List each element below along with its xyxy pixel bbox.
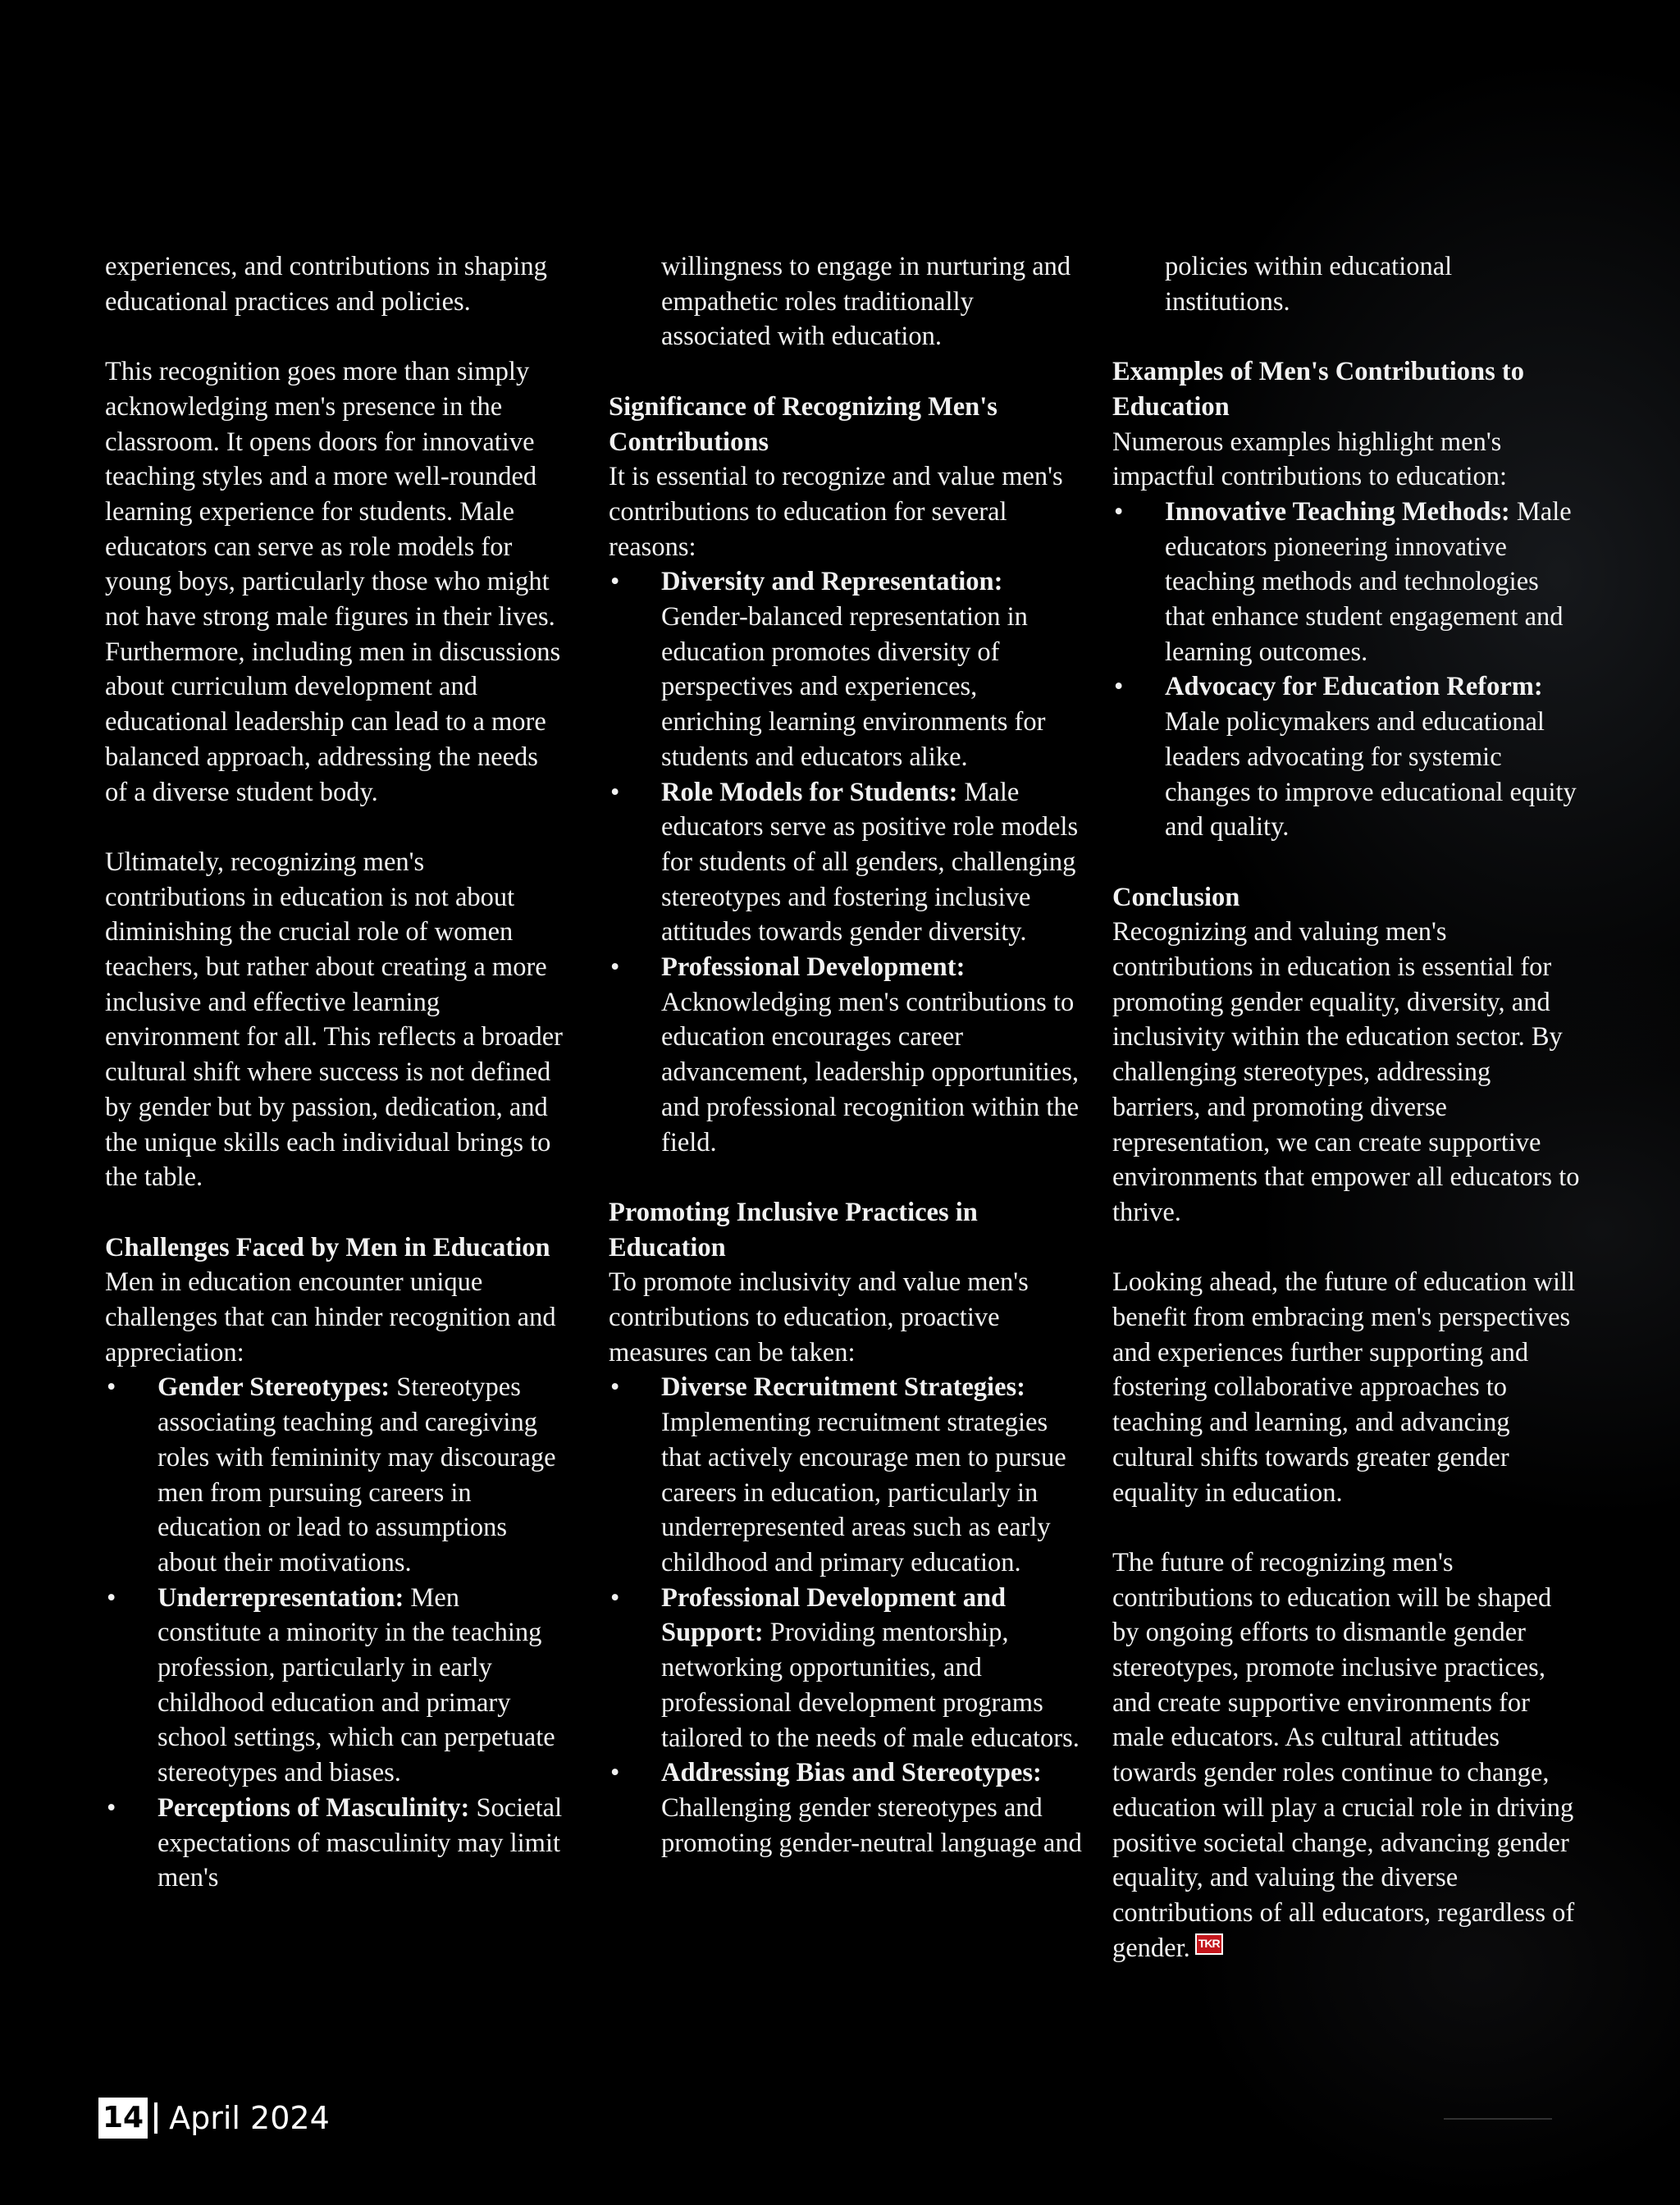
list-item	[609, 1370, 1084, 1580]
page-number: 14	[98, 2098, 148, 2139]
list-item	[105, 1581, 564, 1791]
list-item-term: Perceptions of Masculinity:	[158, 1792, 470, 1823]
paragraph-text: The future of recognizing men's contributions to education will be shaped by ongoing efforts to dismantle gender stereotypes, promote inclusive practices, and create supportive environments for male educators. As cultural attitudes towards gender roles continue to change, education will play a crucial role in driving positive societal change, advancing gender equality, and valuing the diverse contributions of all educators, regardless of gender.	[1112, 1547, 1575, 1963]
section-heading: Challenges Faced by Men in Education	[105, 1232, 550, 1262]
article-column-1	[105, 249, 564, 1896]
section-heading: Examples of Men's Contributions to Education	[1112, 357, 1524, 422]
section-intro: It is essential to recognize and value men's contributions to education for several reasons:	[609, 462, 1063, 562]
list-item-term: Diversity and Representation:	[661, 567, 1003, 597]
section-intro: To promote inclusivity and value men's contributions to education, proactive measures can be taken:	[609, 1267, 1029, 1367]
list-item-term: Underrepresentation:	[158, 1582, 404, 1613]
bullet-list	[105, 1370, 564, 1896]
list-item	[609, 564, 1084, 774]
list-item-text: Stereotypes associating teaching and caregiving roles with femininity may discourage men from pursuing careers in education or lead to assumptions about their motivations.	[158, 1372, 556, 1577]
bullet-list	[609, 564, 1084, 1160]
list-item-text: Societal expectations of masculinity may limit men's	[158, 1792, 563, 1893]
section-intro: Numerous examples highlight men's impactful contributions to education:	[1112, 427, 1508, 492]
continued-text: willingness to engage in nurturing and empathetic roles traditionally associated with education.	[661, 252, 1071, 352]
list-item-text: Providing mentorship, networking opportunities, and professional development programs tailored to the needs of male educators.	[661, 1618, 1080, 1753]
list-item-term: Advocacy for Education Reform:	[1165, 672, 1543, 702]
list-item	[609, 775, 1084, 951]
issue-date: April 2024	[169, 2100, 330, 2136]
article-column-3	[1112, 249, 1580, 1965]
list-item-text: Male educators serve as positive role models for students of all genders, challenging stereotypes and fostering inclusive attitudes towards gender diversity.	[661, 777, 1079, 947]
article-column-2	[609, 249, 1084, 1860]
section-heading: Promoting Inclusive Practices in Education	[609, 1197, 978, 1262]
magazine-end-logo-icon	[1195, 1933, 1223, 1955]
list-item	[1112, 495, 1580, 670]
list-item-text: Male educators pioneering innovative teaching methods and technologies that enhance student engagement and learning outcomes.	[1165, 496, 1572, 667]
paragraph	[1112, 1545, 1580, 1965]
list-item-term: Addressing Bias and Stereotypes:	[661, 1758, 1042, 1788]
list-item	[105, 1791, 564, 1896]
list-item-term: Gender Stereotypes:	[158, 1372, 390, 1403]
paragraph: Ultimately, recognizing men's contributions in education is not about diminishing the crucial role of women teachers, but rather about creating a more inclusive and effective learning environment for all. This reflects a broader cultural shift where success is not defined by gender but by passion, dedication, and the unique skills each individual brings to the table.	[105, 847, 564, 1193]
list-item-term: Innovative Teaching Methods:	[1165, 496, 1510, 527]
footer-divider	[154, 2102, 158, 2134]
section-heading: Significance of Recognizing Men's Contributions	[609, 391, 998, 457]
list-item-text: Gender-balanced representation in education promotes diversity of perspectives and experiences, enriching learning environments for students and educators alike.	[661, 602, 1046, 772]
paragraph: Recognizing and valuing men's contributions in education is essential for promoting gender equality, diversity, and inclusivity within the education sector. By challenging stereotypes, addressing barriers, and promoting diverse representation, we can create supportive environments that empower all educators to thrive.	[1112, 917, 1580, 1227]
continued-text: policies within educational institutions.	[1165, 252, 1453, 317]
list-item-term: Role Models for Students:	[661, 777, 958, 807]
end-logo-text: TKR	[1198, 1937, 1220, 1951]
list-item-text: Men constitute a minority in the teaching profession, particularly in early childhood education and primary school settings, which can perpetuate stereotypes and biases.	[158, 1582, 555, 1788]
list-item	[105, 1370, 564, 1580]
list-item	[609, 1581, 1084, 1756]
list-item-term: Diverse Recruitment Strategies:	[661, 1372, 1025, 1403]
section-heading: Conclusion	[1112, 882, 1240, 912]
bullet-list	[1112, 495, 1580, 845]
list-item-text: Male policymakers and educational leaders advocating for systemic changes to improve educational equity and quality.	[1165, 707, 1577, 842]
list-item-text: Implementing recruitment strategies that actively encourage men to pursue careers in education, particularly in underrepresented areas such as early childhood and primary education.	[661, 1408, 1066, 1577]
list-item-term: Professional Development:	[661, 952, 966, 983]
list-item	[609, 1755, 1084, 1860]
paragraph: experiences, and contributions in shaping educational practices and policies.	[105, 252, 547, 317]
list-item	[609, 950, 1084, 1160]
bullet-list	[609, 1370, 1084, 1860]
list-item-text: Acknowledging men's contributions to education encourages career advancement, leadership opportunities, and professional recognition within the field.	[661, 987, 1080, 1157]
list-item-term: Professional Development and Support:	[661, 1582, 1007, 1648]
paragraph: Looking ahead, the future of education will benefit from embracing men's perspectives and experiences further supporting and fostering collaborative approaches to teaching and learning, and advancing cultural shifts towards greater gender equality in education.	[1112, 1267, 1576, 1508]
paragraph: This recognition goes more than simply acknowledging men's presence in the classroom. It opens doors for innovative teaching styles and a more well-rounded learning experience for students. Male educators can serve as role models for young boys, particularly those who might not have strong male figures in their lives. Furthermore, including men in discussions about curriculum development and educational leadership can lead to a more balanced approach, addressing the needs of a diverse student body.	[105, 357, 561, 807]
page-footer	[98, 2098, 330, 2139]
list-item-text: Challenging gender stereotypes and promoting gender-neutral language and	[661, 1792, 1082, 1858]
section-intro: Men in education encounter unique challenges that can hinder recognition and appreciation:	[105, 1267, 556, 1367]
list-item	[1112, 669, 1580, 845]
footer-rule	[1444, 2118, 1552, 2120]
